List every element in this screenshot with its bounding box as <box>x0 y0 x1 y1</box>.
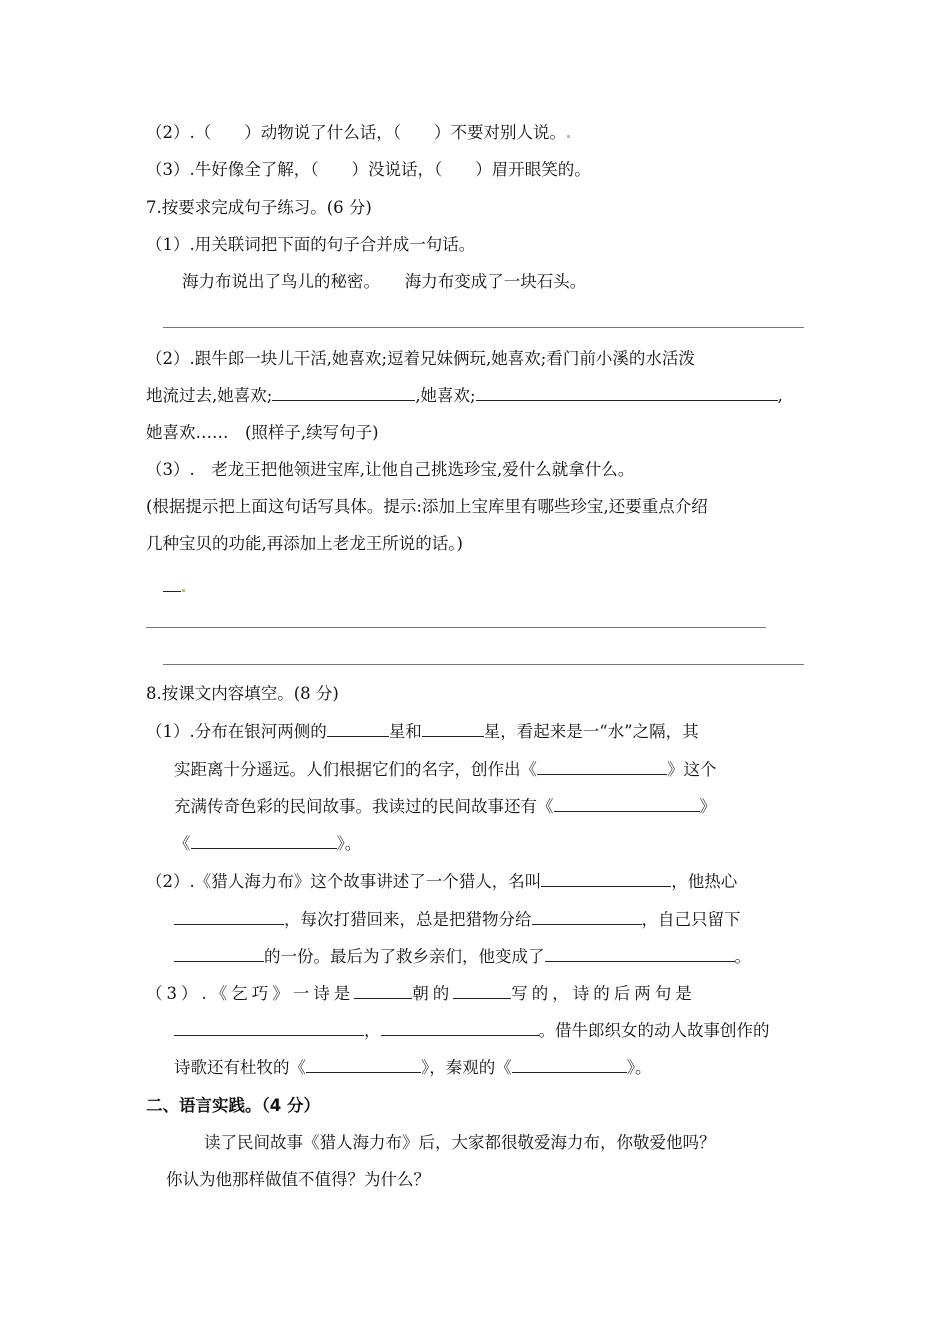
blank[interactable] <box>476 384 778 401</box>
q7-sub1-prompt: （1）.用关联词把下面的句子合并成一句话。 <box>146 235 476 254</box>
blank[interactable] <box>354 982 412 999</box>
q8-p3-line1: （3）.《乞巧》一诗是 朝的 写的，诗的后两句是 <box>146 984 696 1003</box>
q7-sub3-prompt: （3）. 老龙王把他领进宝库,让他自己挑选珍宝,爱什么就拿什么。 <box>146 460 635 479</box>
q8-p1-line3: 充满传奇色彩的民间故事。我读过的民间故事还有《 》 <box>174 797 716 816</box>
mark-dot <box>182 589 185 592</box>
q6-line-2: （2）.（ ）动物说了什么话，（ ）不要对别人说。 <box>146 121 570 145</box>
blank[interactable] <box>306 1056 421 1073</box>
blank[interactable] <box>174 908 284 925</box>
blank[interactable] <box>545 945 735 962</box>
answer-line[interactable] <box>146 627 766 628</box>
q8-p2-line2: ，每次打猎回来，总是把猎物分给 ，自己只留下 <box>174 908 741 932</box>
q6-line-3: （3）.牛好像全了解，（ ）没说话，（ ）眉开眼笑的。 <box>146 160 591 179</box>
blank[interactable] <box>174 1019 364 1036</box>
q8-p1-line2: 实距离十分遥远。人们根据它们的名字，创作出《 》这个 <box>174 760 717 779</box>
mark-dot <box>567 135 570 138</box>
blank[interactable] <box>381 1019 539 1036</box>
q7-sub2-line3: 她喜欢…… (照样子,续写句子) <box>146 423 379 442</box>
blank[interactable] <box>537 758 667 775</box>
blank[interactable] <box>554 795 700 812</box>
section-2-line1: 读了民间故事《猎人海力布》后，大家都很敬爱海力布，你敬爱他吗？ <box>204 1133 716 1152</box>
blank[interactable] <box>174 945 264 962</box>
section-2-title: 二、语言实践。（4 分） <box>146 1096 320 1115</box>
q7-sub3-hint1: (根据提示把上面这句话写具体。提示:添加上宝库里有哪些珍宝,还要重点介绍 <box>146 497 708 516</box>
q7-title: 7.按要求完成句子练习。(6 分) <box>146 198 372 217</box>
q8-p2-line1: （2）.《猎人海力布》这个故事讲述了一个猎人，名叫 ，他热心 <box>146 872 738 891</box>
q8-p1-line4: 《 》。 <box>174 834 362 853</box>
q7-sub2-line1: （2）.跟牛郎一块儿干活,她喜欢;逗着兄妹俩玩,她喜欢;看门前小溪的水活泼 <box>146 349 695 368</box>
blank[interactable] <box>272 384 415 401</box>
q7-sub1-sentence: 海力布说出了鸟儿的秘密。 海力布变成了一块石头。 <box>182 272 587 291</box>
blank[interactable] <box>191 832 337 849</box>
answer-line[interactable] <box>163 327 804 328</box>
blank[interactable] <box>541 870 671 887</box>
blank[interactable] <box>453 982 511 999</box>
answer-line[interactable] <box>163 664 804 665</box>
blank[interactable] <box>532 908 642 925</box>
blank[interactable] <box>327 720 389 737</box>
section-2-line2: 你认为他那样做值不值得？为什么？ <box>166 1170 430 1189</box>
q8-p1-line1: （1）.分布在银河两侧的 星和 星，看起来是一“水”之隔，其 <box>146 722 699 741</box>
blank[interactable] <box>512 1056 627 1073</box>
q8-p3-line3: 诗歌还有杜牧的《 》，秦观的《 》。 <box>174 1058 652 1077</box>
answer-stub[interactable] <box>163 575 185 599</box>
q8-p3-line2: ， 。借牛郎织女的动人故事创作的 <box>174 1019 770 1043</box>
q8-title: 8.按课文内容填空。(8 分) <box>146 684 339 703</box>
q8-p2-line3: 的一份。最后为了救乡亲们，他变成了 。 <box>174 945 751 969</box>
blank[interactable] <box>422 720 484 737</box>
q7-sub2-line2: 地流过去,她喜欢; ,她喜欢; , <box>146 386 783 405</box>
q7-sub3-hint2: 几种宝贝的功能,再添加上老龙王所说的话。) <box>146 534 463 553</box>
